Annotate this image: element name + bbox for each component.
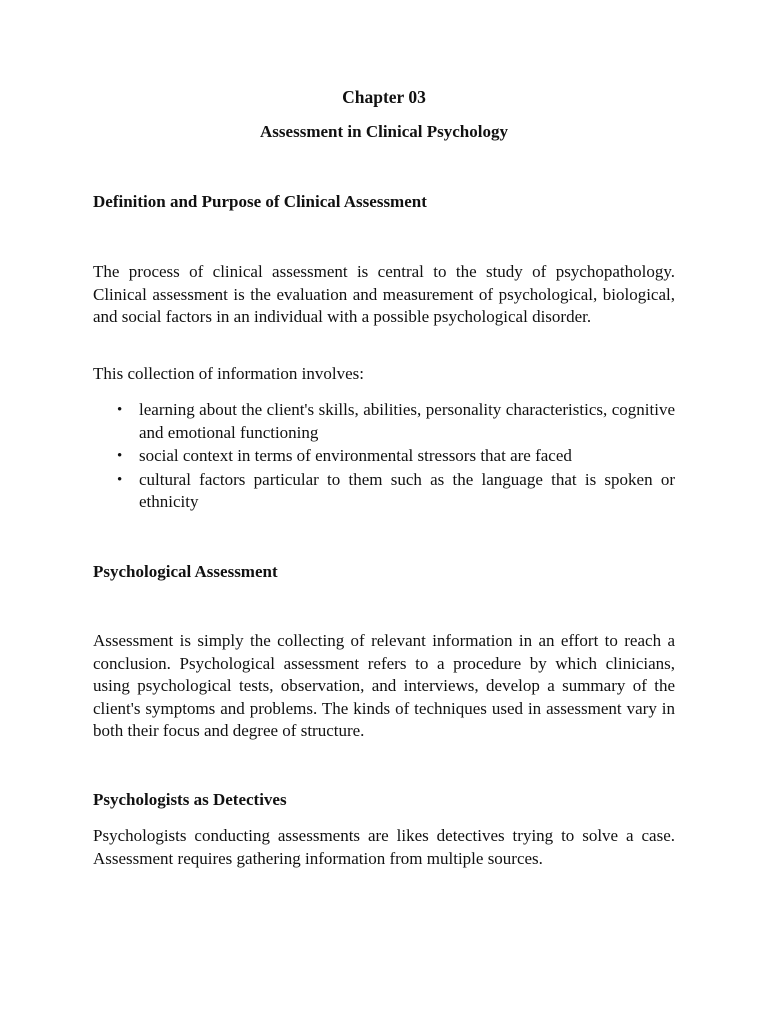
list-item-text: cultural factors particular to them such as the language that is spoken or ethnicity <box>139 469 675 512</box>
section-heading-definition: Definition and Purpose of Clinical Assessment <box>93 192 427 211</box>
definition-paragraph: The process of clinical assessment is central to the study of psychopathology. Clinical assessment is the evaluation and measurement of psychological, biological, and social factors in an individual with a possible psychological disorder. <box>93 262 675 327</box>
bullet-icon: • <box>117 448 123 465</box>
bullet-icon: • <box>117 471 123 488</box>
list-item <box>93 469 675 514</box>
involvement-bullet-list <box>93 399 675 515</box>
list-item <box>93 399 675 444</box>
section-heading-detectives: Psychologists as Detectives <box>93 790 287 809</box>
list-item-text: social context in terms of environmental stressors that are faced <box>139 446 572 466</box>
page-title: Assessment in Clinical Psychology <box>260 122 508 141</box>
list-item-text: learning about the client's skills, abilities, personality characteristics, cognitive and emotional functioning <box>139 400 675 442</box>
section-heading-psychological-assessment: Psychological Assessment <box>93 562 278 581</box>
chapter-label: Chapter 03 <box>342 87 426 107</box>
psychological-assessment-paragraph: Assessment is simply the collecting of relevant information in an effort to reach a conclusion. Psychological assessment refers to a procedure by which clinicians, using psychological tests, observation, and interviews, develop a summary of the client's symptoms and problems. The kinds of techniques used in assessment vary in both their focus and degree of structure. <box>93 631 675 741</box>
collection-intro-paragraph: This collection of information involves: <box>93 364 365 383</box>
detectives-paragraph: Psychologists conducting assessments are likes detectives trying to solve a case. Assessment requires gathering information from multiple sources. <box>93 826 675 868</box>
bullet-icon: • <box>117 402 123 418</box>
list-item <box>93 445 675 468</box>
